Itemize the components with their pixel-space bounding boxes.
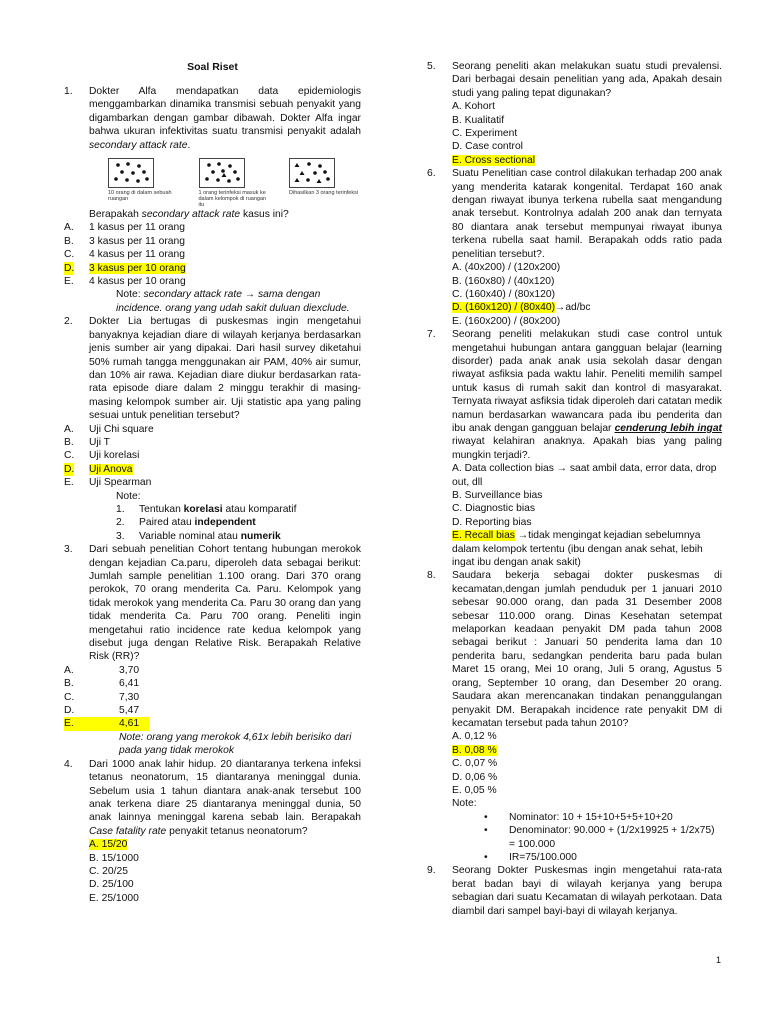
- question-2-note-label: Note:: [116, 490, 141, 502]
- page-number: 1: [716, 955, 722, 965]
- question-1: 1. Dokter Alfa mendapatkan data epidemiologis menggambarkan dinamika transmisi sebuah penyakit yang digambarkan dengan gambar dibawah. Dokter Alfa ingar bahwa ukuran infektivitas suatu transmisi penyakit adalah secondary attack rate.: [64, 86, 361, 151]
- question-4: 4. Dari 1000 anak lahir hidup. 20 diantaranya terkena infeksi tetanus neonatorum, 15 diantaranya meninggal dunia. Sebelum usia 1 tahun diantara anak-anak tersebut 100 anak terkena diare 25 diantaranya meninggal dunia, 50 anak lainnya meninggal karena sebab lain. Berapakah Case fatality rate penyakit tetanus neonatorum?: [64, 758, 361, 837]
- option-c[interactable]: C. (160x40) / (80x120): [452, 288, 556, 300]
- figure-panel-3: [289, 158, 361, 204]
- page-title: Soal Riset: [187, 61, 238, 73]
- option-a[interactable]: A. Data collection bias → saat ambil data, error data, drop out, dll: [452, 463, 717, 488]
- question-3: 3. Dari sebuah penelitian Cohort tentang hubungan merokok dengan kejadian Ca.paru, diperoleh data sebagai berikut: Jumlah sample penelitian 1.100 orang. Dari 370 orang perokok, 70 orang menderita Ca. Paru. Kelompok yang tidak merokok yang menderita Ca. Paru 30 orang dan yang tidak menderita Ca. Paru 700 orang. Peneliti ingin mengetahui ratio incidence rate kedua kelompok yang disebut juga dengan Relative Risk. Berapakah Relative Risk (RR)?: [64, 544, 361, 663]
- bullet-icon: •: [484, 851, 488, 863]
- option-b[interactable]: B. Kualitatif: [452, 114, 505, 126]
- option-b[interactable]: B. 15/1000: [89, 852, 139, 864]
- option-d[interactable]: D. 0,06 %: [452, 771, 498, 783]
- question-8-note-label: Note:: [452, 798, 477, 810]
- note-item: 1. Tentukan korelasi atau komparatif: [116, 503, 297, 515]
- option-a-answer[interactable]: A. 15/20: [89, 839, 128, 851]
- option-c[interactable]: C. 4 kasus per 11 orang: [64, 249, 185, 261]
- figure-panel-1: [108, 158, 180, 204]
- question-2: 2. Dokter Lia bertugas di puskesmas ingin mengetahui banyaknya kejadian diare di wilayah kerjanya berdasarkan jenis sumber air yang dipakai. Dari hasil survey diketahui 50% rumah tangga menggunakan air PAM, 40% air sumur, dan 10% air rawa. Kejadian diare diukur berdasarkan rata-rata episode diare dalam 2 minggu terakhir di masing-masing kelompok sumber air. Uji statistic apa yang paling sesuai untuk penelitian tersebut?: [64, 316, 361, 422]
- note-item: 3. Variable nominal atau numerik: [116, 530, 281, 542]
- option-d-answer[interactable]: D. (160x120) / (80x40)→ad/bc: [452, 302, 591, 314]
- question-5: 5. Seorang peneliti akan melakukan suatu studi prevalensi. Dari berbagai desain penelitian yang ada, Apakah desain studi yang paling tepat digunakan?: [427, 61, 722, 99]
- option-e-answer[interactable]: E. Cross sectional: [452, 154, 535, 166]
- option-d[interactable]: D. 5,47: [64, 705, 140, 717]
- option-d[interactable]: D. Case control: [452, 141, 523, 153]
- option-e[interactable]: E. 25/1000: [89, 892, 139, 904]
- figure-caption-2: 1 orang terinfeksi masuk ke dalam kelompok di ruangan itu: [198, 190, 267, 209]
- room-3-infected: [289, 158, 335, 188]
- bullet-icon: •: [484, 811, 488, 823]
- question-9: 9. Seorang Dokter Puskesmas ingin mengetahui rata-rata berat badan bayi di wilayah kerjanya yang berupa sebagian dari suatu Kecamatan di wilayah perkotaan. Data diambil dari sampel bayi-bayi di wilayah kerjanya.: [427, 865, 722, 917]
- option-a[interactable]: A. 1 kasus per 11 orang: [64, 222, 185, 234]
- question-1-note: Note: secondary attack rate → sama dengan incidence. orang yang udah sakit duluan diexclude.: [116, 289, 350, 314]
- option-b[interactable]: B. 3 kasus per 11 orang: [64, 235, 185, 247]
- question-3-note: Note: orang yang merokok 4,61x lebih berisiko dari pada yang tidak merokok: [119, 731, 352, 757]
- option-a[interactable]: A. 3,70: [64, 664, 140, 676]
- question-7: 7. Seorang peneliti melakukan studi case control untuk mengetahui hubungan antara gangguan belajar (learning disorder) pada anak anak usia sekolah dasar dengan riwayat asfiksia pada waktu lahir. Peneliti memilih sampel untuk kasus di rumah sakit dan kontrol di masyarakat. Ternyata riwayat asfiksia tidak diperoleh dari catatan medik namun berdasarkan wawancara pada ibu penderita dan ibu anak dengan gangguan belajar cenderung lebih ingat riwayat kelahiran anaknya. Apakah bias yang paling mungkin terjadi?.: [427, 329, 722, 461]
- option-e[interactable]: E. 4 kasus per 10 orang: [64, 276, 186, 288]
- figure-caption-3: Dihasilkan 3 orang terinfeksi: [289, 190, 359, 197]
- arrow-right-icon: →: [556, 463, 568, 475]
- question-8: 8. Saudara bekerja sebagai dokter puskesmas di kecamatan,dengan jumlah penduduk per 1 januari 2010 sebesar 90.000 orang, dan pada 31 Desember 2008 sebesar 110.000 orang. Dinas Kesehatan setempat melaporkan keadaan penyakit DM pada tahun 2008 sebagai berikut : Januari 50 penderita lama dan 10 penderita baru, sedangkan penderita baru pada bulan Maret 15 orang, Mei 10 orang, Juli 5 orang, Agustus 5 orang, September 10 orang, dan Desember 20 orang. Saudara akan merencanakan tindakan penanggulangan penyakit DM. Berapakah incidence rate penyakit DM di kecamatan tersebut pada tahun 2010?: [427, 570, 722, 729]
- right-column: [427, 60, 722, 918]
- option-a[interactable]: A. Kohort: [452, 101, 495, 113]
- note-bullet: • Nominator: 10 + 15+10+5+5+10+20: [484, 811, 673, 823]
- left-column: [64, 56, 361, 905]
- option-c[interactable]: C. 0,07 %: [452, 758, 498, 770]
- option-c[interactable]: C. Uji korelasi: [64, 450, 140, 462]
- arrow-right-icon: →: [555, 302, 566, 314]
- option-e[interactable]: E. (160x200) / (80x200): [452, 315, 561, 327]
- figure-panel-2: [198, 158, 271, 209]
- option-c[interactable]: C. 20/25: [89, 865, 128, 877]
- option-e-answer[interactable]: E. 4,61: [64, 717, 361, 730]
- note-item: 2. Paired atau independent: [116, 517, 256, 529]
- option-e[interactable]: E. 0,05 %: [452, 784, 497, 796]
- question-1-prompt: Berapakah secondary attack rate kasus ini?: [89, 209, 289, 221]
- note-bullet: • IR=75/100.000: [484, 851, 577, 863]
- room-infected-enters: [199, 158, 245, 188]
- room-10-people: [108, 158, 154, 188]
- question-number: 1.: [64, 86, 73, 97]
- option-b[interactable]: B. 6,41: [64, 678, 140, 690]
- option-b[interactable]: B. Surveillance bias: [452, 490, 543, 501]
- option-c[interactable]: C. Experiment: [452, 128, 518, 140]
- question-6: 6. Suatu Penelitian case control dilakukan terhadap 200 anak yang menderita katarak kongenital. Terdapat 160 anak dengan riwayat ibunya terkena rubella saat mengandung anak tersebut. Kontrolnya adalah 200 anak dan ternyata 80 diantara anak tersebut mempunyai riwayat ibunya terkena rubella saat hamil. Berapakah odds ratio pada penelitian tersebut?.: [427, 168, 722, 260]
- note-bullet: • Denominator: 90.000 + (1/2x19925 + 1/2x75) = 100.000: [484, 825, 715, 850]
- option-c[interactable]: C. Diagnostic bias: [452, 503, 535, 515]
- option-e-answer[interactable]: E. Recall bias →tidak mengingat kejadian sebelumnya dalam kelompok tertentu (ibu dengan anak sehat, lebih ingat ibu dengan anak sakit): [452, 530, 703, 569]
- transmission-figure: [64, 158, 361, 209]
- option-a[interactable]: A. (40x200) / (120x200): [452, 262, 561, 274]
- option-a[interactable]: A. Uji Chi square: [64, 423, 154, 435]
- figure-caption-1: 10 orang di dalam sebuah ruangan: [108, 190, 172, 203]
- arrow-right-icon: →: [244, 289, 256, 301]
- option-c[interactable]: C. 7,30: [64, 691, 140, 703]
- option-a[interactable]: A. 0,12 %: [452, 731, 497, 743]
- option-d[interactable]: D. Reporting bias: [452, 516, 532, 528]
- option-b[interactable]: B. Uji T: [64, 436, 110, 448]
- option-b[interactable]: B. (160x80) / (40x120): [452, 275, 555, 287]
- arrow-right-icon: →: [517, 530, 529, 542]
- option-b-answer[interactable]: B. 0,08 %: [452, 744, 497, 756]
- option-d[interactable]: D. 25/100: [89, 879, 134, 891]
- option-e[interactable]: E. Uji Spearman: [64, 477, 152, 489]
- option-d-answer[interactable]: D. Uji Anova: [64, 463, 133, 475]
- bullet-icon: •: [484, 825, 488, 837]
- option-d-answer[interactable]: D. 3 kasus per 10 orang: [64, 262, 186, 274]
